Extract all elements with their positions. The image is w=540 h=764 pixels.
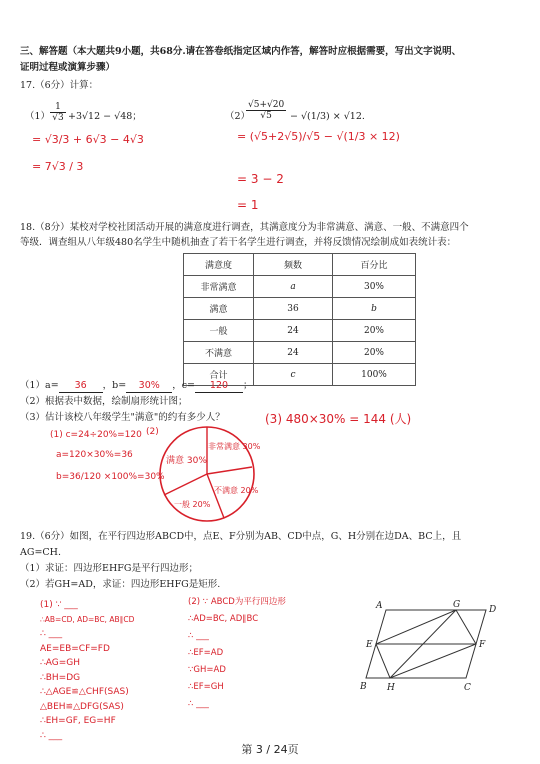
- q17-title: 17.（6分）计算：: [20, 80, 99, 91]
- q17-p2-num: √5+√20: [248, 100, 285, 110]
- hw-line: ∴EH=GF, EG=HF: [40, 716, 116, 726]
- q18-hw-work2: a=120×30%=36: [56, 450, 133, 460]
- q17-p2-expr: − √(1/3) × √12.: [290, 111, 365, 122]
- table-cell: b: [333, 298, 416, 320]
- q19-hw-proof-right: [188, 594, 286, 713]
- q18-answer-b: 30%: [126, 379, 172, 393]
- hw-line: (2) ∵ ABCD为平行四边形: [188, 597, 286, 607]
- q18-sub1: [20, 379, 253, 393]
- pie-divider: [207, 467, 252, 474]
- pie-divider: [164, 474, 207, 495]
- table-row: [184, 320, 416, 342]
- q19-text1: 19.（6分）如图，在平行四边形ABCD中，点E、F分别为AB、CD中点，G、H分别在边DA、BC上，且: [20, 531, 462, 542]
- hw-line: ∴BH=DG: [40, 672, 81, 683]
- q18-sub1-end: ；: [243, 380, 253, 391]
- q18-hw-work3: b=36/120 ×100%=30%: [56, 472, 165, 482]
- hw-line: ∴AB=CD, AD=BC, AB∥CD: [40, 614, 135, 624]
- hw-line: ∵GH=AD: [188, 665, 226, 675]
- q18-answer-a: 36: [59, 379, 103, 393]
- table-cell: 20%: [333, 342, 416, 364]
- hw-line: ∴ ___: [188, 699, 209, 709]
- point-label-d: D: [489, 605, 497, 615]
- point-label-c: C: [464, 683, 471, 693]
- table-cell: 30%: [333, 276, 416, 298]
- q18-sub1-mid2: ，c=: [172, 380, 195, 391]
- pie-label-average: 一般 20%: [174, 500, 211, 509]
- hw-line: ∴ ___: [188, 631, 209, 641]
- q17-p2-frac: [246, 100, 286, 121]
- q19-sub2: （2）若GH=AD，求证：四边形EHFG是矩形.: [20, 579, 221, 590]
- table-header-cell: 百分比: [333, 254, 416, 276]
- hw-line: △BEH≌△DFG(SAS): [40, 701, 124, 712]
- q17-p2-den: √5: [260, 111, 272, 121]
- q17-p1-expr: +3√12 − √48；: [68, 111, 142, 122]
- pie-divider: [207, 474, 224, 518]
- q17-p1-den: √3: [52, 113, 64, 123]
- section-header: 三、解答题（本大题共9小题，共68分.请在答卷纸指定区域内作答，解答时应根据需要，写出文字说明、: [20, 46, 462, 57]
- point-label-a: A: [376, 601, 383, 611]
- hw-line: (1) ∵ ___: [40, 600, 78, 610]
- q18-text1: 18.（8分）某校对学校社团活动开展的满意度进行调查，其满意度分为非常满意、满意、一般、不满意四个: [20, 222, 469, 233]
- q17-hw1-line1: = √3/3 + 6√3 − 4√3: [32, 133, 144, 146]
- point-label-b: B: [360, 682, 367, 692]
- q19-sub1: （1）求证：四边形EHFG是平行四边形；: [20, 563, 198, 574]
- q18-sub2: （2）根据表中数据，绘制扇形统计图；: [20, 396, 188, 407]
- q18-answer-c: 120: [195, 379, 243, 393]
- hw-line: ∴△AGE≌△CHF(SAS): [40, 687, 129, 697]
- q18-sub3: （3）估计该校八年级学生"满意"的约有多少人？: [20, 412, 225, 423]
- hand-drawn-pie-chart: [152, 423, 262, 525]
- q17-hw2-line3: = 1: [237, 198, 259, 212]
- table-cell: 20%: [333, 320, 416, 342]
- table-cell: 100%: [333, 364, 416, 386]
- table-row: [184, 276, 416, 298]
- table-cell: a: [254, 276, 333, 298]
- point-label-e: E: [366, 640, 373, 650]
- q17-p1-frac: [50, 102, 66, 123]
- table-header-cell: 满意度: [184, 254, 254, 276]
- hw-line: ∴EF=AD: [188, 648, 224, 658]
- q18-sub1-mid1: ，b=: [102, 380, 127, 391]
- table-cell: 36: [254, 298, 333, 320]
- table-cell: 24: [254, 320, 333, 342]
- q17-hw1-line2: = 7√3 / 3: [32, 160, 84, 173]
- q18-text2: 等级．调查组从八年级480名学生中随机抽查了若干名学生进行调查，并将反馈情况绘制成如表统计表：: [20, 237, 457, 248]
- q18-hw-work4: (2): [146, 427, 159, 437]
- q18-sub1-prefix: （1）a=: [20, 380, 59, 391]
- q17-p1-num: 1: [50, 102, 66, 113]
- table-header-cell: 频数: [254, 254, 333, 276]
- table-cell: 24: [254, 342, 333, 364]
- hw-line: ∴ ___: [40, 629, 63, 639]
- page-footer: 第 3 / 24页: [241, 743, 299, 756]
- q18-hw-answer3: (3) 480×30% = 144 (人): [265, 412, 412, 426]
- section-header-cont: 证明过程或演算步骤）: [20, 62, 116, 73]
- table-cell: 合计: [184, 364, 254, 386]
- table-row: [184, 342, 416, 364]
- hw-line: ∴AG=GH: [40, 658, 80, 668]
- satisfaction-table: [183, 253, 416, 386]
- hw-line: ∴ ___: [40, 730, 63, 741]
- q17-p2-label: （2）: [225, 111, 251, 122]
- parallelogram-figure: [360, 598, 510, 694]
- q19-text2: AG=CH.: [20, 547, 61, 558]
- table-cell: 不满意: [184, 342, 254, 364]
- q19-hw-proof-left: [40, 598, 134, 743]
- table-cell: 满意: [184, 298, 254, 320]
- q17-p1-label: （1）: [25, 111, 51, 122]
- hw-line: AE=EB=CF=FD: [40, 643, 110, 654]
- q17-hw2-line2: = 3 − 2: [237, 172, 284, 186]
- table-row: [184, 298, 416, 320]
- pie-label-satisfied: 满意 30%: [166, 456, 207, 466]
- pie-label-very-satisfied: 非常满意 30%: [208, 442, 261, 451]
- hw-line: ∴EF=GH: [188, 682, 224, 692]
- point-label-f: F: [479, 640, 486, 650]
- table-cell: 非常满意: [184, 276, 254, 298]
- table-cell: 一般: [184, 320, 254, 342]
- pie-label-unsatisfied: 不满意 20%: [214, 486, 259, 495]
- point-label-g: G: [453, 600, 461, 610]
- q17-hw2-line1: = (√5+2√5)/√5 − √(1/3 × 12): [237, 130, 400, 143]
- table-cell: c: [254, 364, 333, 386]
- hw-line: ∴AD=BC, AD∥BC: [188, 614, 259, 624]
- table-row: [184, 254, 416, 276]
- point-label-h: H: [387, 683, 395, 693]
- q18-hw-work1: (1) c=24÷20%=120: [50, 430, 142, 440]
